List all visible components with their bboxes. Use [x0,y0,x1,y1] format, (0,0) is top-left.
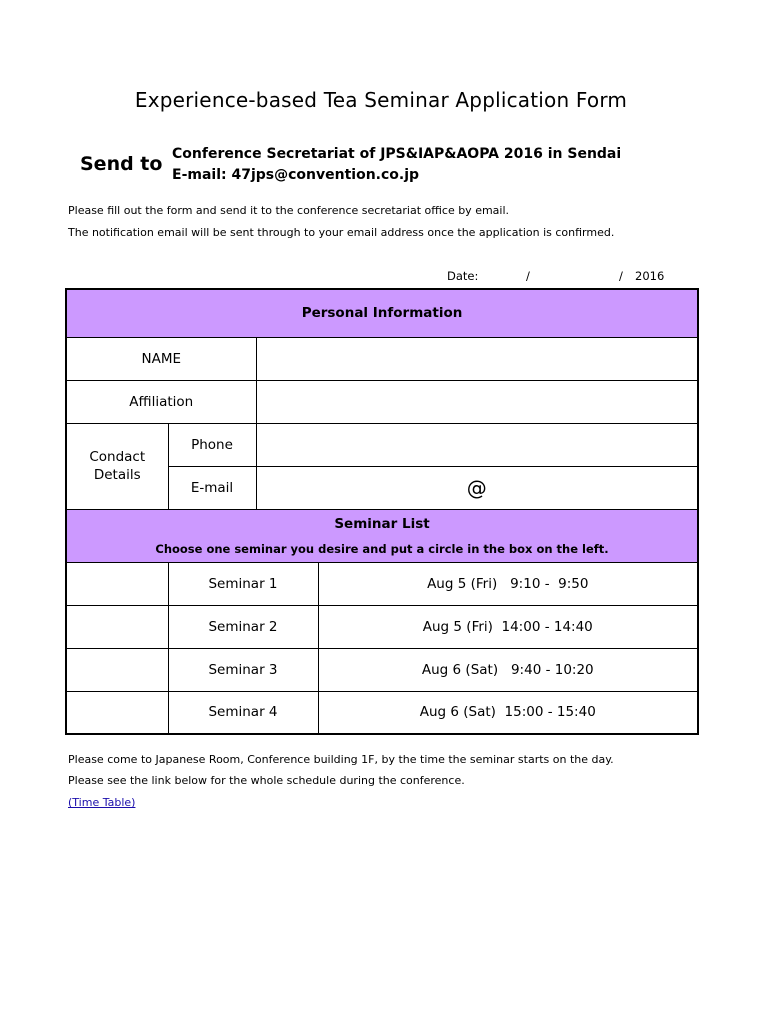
seminar-list-instruction: Choose one seminar you desire and put a circle in the box on the left. [155,541,609,556]
time-table-link[interactable]: (Time Table) [68,796,136,809]
seminar-2-label: Seminar 2 [168,605,318,648]
email-at-sign: @ [466,475,487,500]
note-line-2: Please see the link below for the whole schedule during the conference. [68,774,465,787]
date-separator-2: / [619,269,623,283]
seminar-4-time: Aug 6 (Sat) 15:00 - 15:40 [318,691,698,734]
seminar-4-label: Seminar 4 [168,691,318,734]
instruction-line-1: Please fill out the form and send it to the conference secretariat office by email. [68,204,510,217]
seminar-4-checkbox[interactable] [66,691,168,734]
phone-label: Phone [168,423,256,466]
secretariat-email: E-mail: 47jps@convention.co.jp [172,167,420,183]
affiliation-label: Affiliation [66,380,256,423]
email-label: E-mail [168,466,256,509]
date-year: 2016 [635,269,665,283]
page-title: Experience-based Tea Seminar Application Form [134,88,628,112]
seminar-list-header [66,509,698,562]
seminar-3-checkbox[interactable] [66,648,168,691]
seminar-2-time: Aug 5 (Fri) 14:00 - 14:40 [318,605,698,648]
secretariat-name: Conference Secretariat of JPS&IAP&AOPA 2016 in Sendai [172,146,622,162]
seminar-3-time: Aug 6 (Sat) 9:40 - 10:20 [318,648,698,691]
seminar-1-checkbox[interactable] [66,562,168,605]
name-label: NAME [66,337,256,380]
seminar-2-checkbox[interactable] [66,605,168,648]
contact-details-label: Condact Details [66,423,168,509]
seminar-1-time: Aug 5 (Fri) 9:10 - 9:50 [318,562,698,605]
email-field[interactable] [256,466,698,509]
affiliation-field[interactable] [256,380,698,423]
date-separator-1: / [526,269,530,283]
seminar-3-label: Seminar 3 [168,648,318,691]
note-line-1: Please come to Japanese Room, Conference building 1F, by the time the seminar starts on the day. [68,753,614,766]
personal-info-header: Personal Information [66,289,698,337]
date-label: Date: [447,269,479,283]
send-to-label: Send to [80,153,163,175]
application-form-table [65,288,699,735]
phone-field[interactable] [256,423,698,466]
instruction-line-2: The notification email will be sent through to your email address once the application is confirmed. [68,226,615,239]
seminar-1-label: Seminar 1 [168,562,318,605]
name-field[interactable] [256,337,698,380]
seminar-list-title: Seminar List [334,515,430,532]
